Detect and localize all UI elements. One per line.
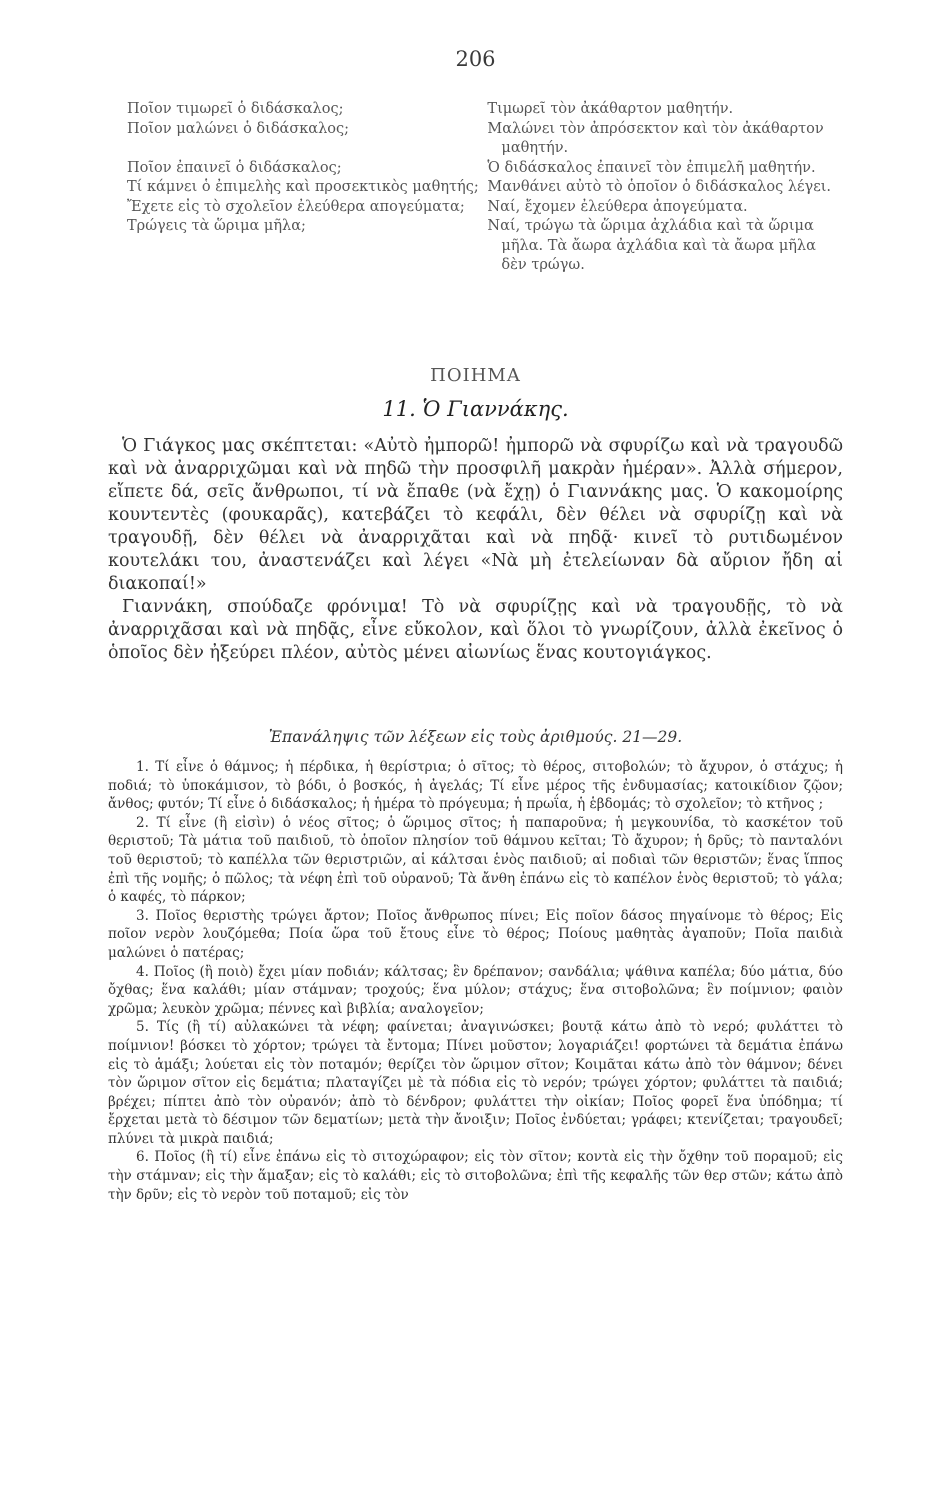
poem-paragraph: Ὁ Γιάγκος μας σκέπτεται: «Αὐτὸ ἠμπορῶ! ἠμπορῶ νὰ σφυρίζω καὶ νὰ τραγουδῶ καὶ νὰ ἀναρριχῶμαι καὶ νὰ πηδῶ τὴν προσφιλῆ μακρὰν ἡμέραν». Ἀλλὰ σήμερον, εἴπετε δά, σεῖς ἄνθρωποι, τί νὰ ἔπαθε (νὰ ἔχῃ) ὁ Γιαννάκης μας. Ὁ κακομοίρης κουντεντὲς (φουκαρᾶς), κατεβάζει τὸ κεφάλι, δὲν θέλει νὰ σφυρίζῃ καὶ νὰ τραγουδῇ, δὲν θέλει νὰ ἀναρριχᾶται καὶ νὰ πηδᾷ· κινεῖ τὸ ρυτιδωμένον κουτελάκι του, ἀναστενάζει καὶ λέγει «Νὰ μὴ ἐτελείωναν δὰ αὔριον ἤδη αἱ διακοπαί!»	[108, 436, 843, 594]
answer: Ναί, τρώγω τὰ ὥριμα ἀχλάδια καὶ τὰ ὥριμα μῆλα. Τὰ ἄωρα ἀχλάδια καὶ τὰ ἄωρα μῆλα δὲν τρώγω.	[487, 218, 816, 273]
question: Τί κάμνει ὁ ἐπιμελὴς καὶ προσεκτικὸς μαθητής;	[127, 179, 479, 195]
qa-row	[127, 217, 843, 276]
qa-row	[127, 120, 843, 159]
poem-body	[108, 435, 843, 665]
exercise-item: 4. Ποῖος (ἢ ποιὸ) ἔχει μίαν ποδιάν; κάλτσας; ἓν δρέπανον; σανδάλια; ψάθινα καπέλα; δύο μάτια, δύο ὄχθας; ἕνα καλάθι; μίαν στάμναν; τροχούς; ἕνα μύλον; στάχυς; ἕνα σιτοβολῶνα; ἓν ποίμνιον; φαιὸν χρῶμα; λευκὸν χρῶμα; πέννες καὶ βιβλία; αναλογεῖον;	[108, 963, 843, 1017]
question: Ἔχετε εἰς τὸ σχολεῖον ἐλεύθερα απογεύματα;	[127, 198, 465, 215]
exercise-item: 2. Τί εἶνε (ἢ εἰσὶν) ὁ νέος σῖτος; ὁ ὥριμος σῖτος; ἡ παπαροῦνα; ἡ μεγκουνίδα, τὸ κασκέτον τοῦ θεριστοῦ; Τὰ μάτια τοῦ παιδιοῦ, τὸ ὁποῖον πλησίον τοῦ θάμνου κεῖται; Τὸ ἄχυρον; ἡ δρῦς; τὸ πανταλόνι τοῦ θεριστοῦ; τὸ καπέλλα τῶν θεριστριῶν, αἱ κάλτσαι ἑνὸς παιδιοῦ; αἱ ποδιαὶ τῶν θεριστῶν; ἕνας ἵππος ἐπὶ τῆς νομῆς; ὁ πῶλος; τὰ νέφη ἐπὶ τοῦ οὐρανοῦ; Τὰ ἄνθη ἐπάνω εἰς τὸ καπέλον ἑνὸς θεριστοῦ; τὸ γάλα; ὁ καφές, τὸ πάρκον;	[108, 814, 843, 906]
exercise-item: 3. Ποῖος θεριστὴς τρώγει ἄρτον; Ποῖος ἄνθρωπος πίνει; Εἰς ποῖον δάσος πηγαίνομε τὸ θέρος; Εἰς ποῖον νερὸν λουζόμεθα; Ποία ὥρα τοῦ ἔτους εἶνε τὸ θέρος; Ποίους μαθητὰς ἀγαποῦν; Ποῖα παιδιὰ μαλώνει ὁ πατέρας;	[108, 907, 843, 961]
answer: Ναί, ἔχομεν ἐλεύθερα ἀπογεύματα.	[487, 198, 748, 215]
page-number: 206	[455, 47, 496, 71]
question: Τρώγεις τὰ ὥριμα μῆλα;	[127, 218, 306, 234]
poem-section-heading: ΠΟΙΗΜΑ	[430, 365, 521, 386]
answer: Μανθάνει αὐτὸ τὸ ὁποῖον ὁ διδάσκαλος λέγει.	[487, 179, 832, 195]
poem-title: 11. Ὁ Γιαννάκης.	[382, 397, 569, 421]
exercise-list	[108, 758, 843, 1204]
answer: Τιμωρεῖ τὸν ἀκάθαρτον μαθητήν.	[487, 101, 734, 117]
answer: Ὁ διδάσκαλος ἐπαινεῖ τὸν ἐπιμελῆ μαθητήν.	[487, 159, 816, 176]
answer: Μαλώνει τὸν ἀπρόσεκτον καὶ τὸν ἀκάθαρτον μαθητήν.	[487, 120, 824, 156]
qa-row	[127, 100, 843, 120]
question: Ποῖον ἐπαινεῖ ὁ διδάσκαλος;	[127, 159, 342, 176]
poem-paragraph: Γιαννάκη, σπούδαζε φρόνιμα! Τὸ νὰ σφυρίζῃς καὶ νὰ τραγουδῇς, τὸ νὰ ἀναρριχᾶσαι καὶ νὰ πηδᾷς, εἶνε εὔκολον, καὶ ὅλοι τὸ γνωρίζουν, ἀλλὰ ἐκεῖνος ὁ ὁποῖος δὲν ἠξεύρει πλέον, αὐτὸς μένει αἰωνίως ἕνας κουτογιάγκος.	[108, 597, 843, 663]
repetition-heading: Ἐπανάληψις τῶν λέξεων εἰς τοὺς ἀριθμούς. 21—29.	[268, 728, 683, 746]
qa-row	[127, 178, 843, 198]
exercise-item: 5. Τίς (ἢ τί) αὐλακώνει τὰ νέφη; φαίνεται; ἀναγινώσκει; βουτᾷ κάτω ἀπὸ τὸ νερό; φυλάττει τὸ ποίμνιον! βόσκει τὸ χόρτον; τρώγει τὰ ἔντομα; Πίνει μοῦστον; λογαριάζει! φορτώνει τὰ δεμάτια ἐπάνω εἰς τὸ ἁμάξι; λούεται εἰς τὸν ποταμόν; θερίζει τὸν ὥριμον σῖτον; Κοιμᾶται κάτω ἀπὸ τὸν θάμνον; δένει τὸν ὥριμον σῖτον εἰς δεμάτια; πλαταγίζει μὲ τὰ πόδια εἰς τὸ νερόν; τρώγει χόρτον; φυλάττει τὰ παιδιά; βρέχει; πίπτει ἀπὸ τὸν οὐρανόν; ἀπὸ τὸ δένδρον; φυλάττει τὴν οἰκίαν; Ποῖος φορεῖ ἕνα ὑπόδημα; τί ἔρχεται μετὰ τὸ δέσιμον τῶν δεματίων; μετὰ τὴν ἄνοιξιν; Ποῖος ἐνδύεται; γράφει; κτενίζεται; τραγουδεῖ; πλύνει τὰ μικρὰ παιδιά;	[108, 1019, 843, 1147]
qa-row	[127, 159, 843, 179]
exercise-item: 1. Τί εἶνε ὁ θάμνος; ἡ πέρδικα, ἡ θερίστρια; ὁ σῖτος; τὸ θέρος, σιτοβολών; τὸ ἄχυρον, ὁ στάχυς; ἡ ποδιά; τὸ ὑποκάμισον, τὸ βόδι, ὁ βοσκός, ἡ ἀγελάς; Τί εἶνε μέρος τῆς ἐνδυμασίας; κατοικίδιον ζῷον; ἄνθος; φυτόν; Τί εἶνε ὁ διδάσκαλος; ἡ ἡμέρα τὸ πρόγευμα; ἡ πρωΐα, ἡ ἑβδομάς; τὸ σχολεῖον; τὸ κτῆνος ;	[108, 759, 843, 813]
exercise-item: 6. Ποῖος (ἢ τί) εἶνε ἐπάνω εἰς τὸ σιτοχώραφον; εἰς τὸν σῖτον; κοντὰ εἰς τὴν ὄχθην τοῦ ποραμοῦ; εἰς τὴν στάμναν; εἰς τὴν ἅμαξαν; εἰς τὸ καλάθι; εἰς τὸ σιτοβολῶνα; ἐπὶ τῆς κεφαλῆς τῶν θερ στῶν; κάτω ἀπὸ τὴν δρῦν; εἰς τὸ νερὸν τοῦ ποταμοῦ; εἰς τὸν	[108, 1149, 843, 1203]
qa-row	[127, 198, 843, 218]
question: Ποῖον τιμωρεῖ ὁ διδάσκαλος;	[127, 101, 344, 117]
question-answer-section	[127, 100, 843, 276]
question: Ποῖον μαλώνει ὁ διδάσκαλος;	[127, 120, 350, 137]
